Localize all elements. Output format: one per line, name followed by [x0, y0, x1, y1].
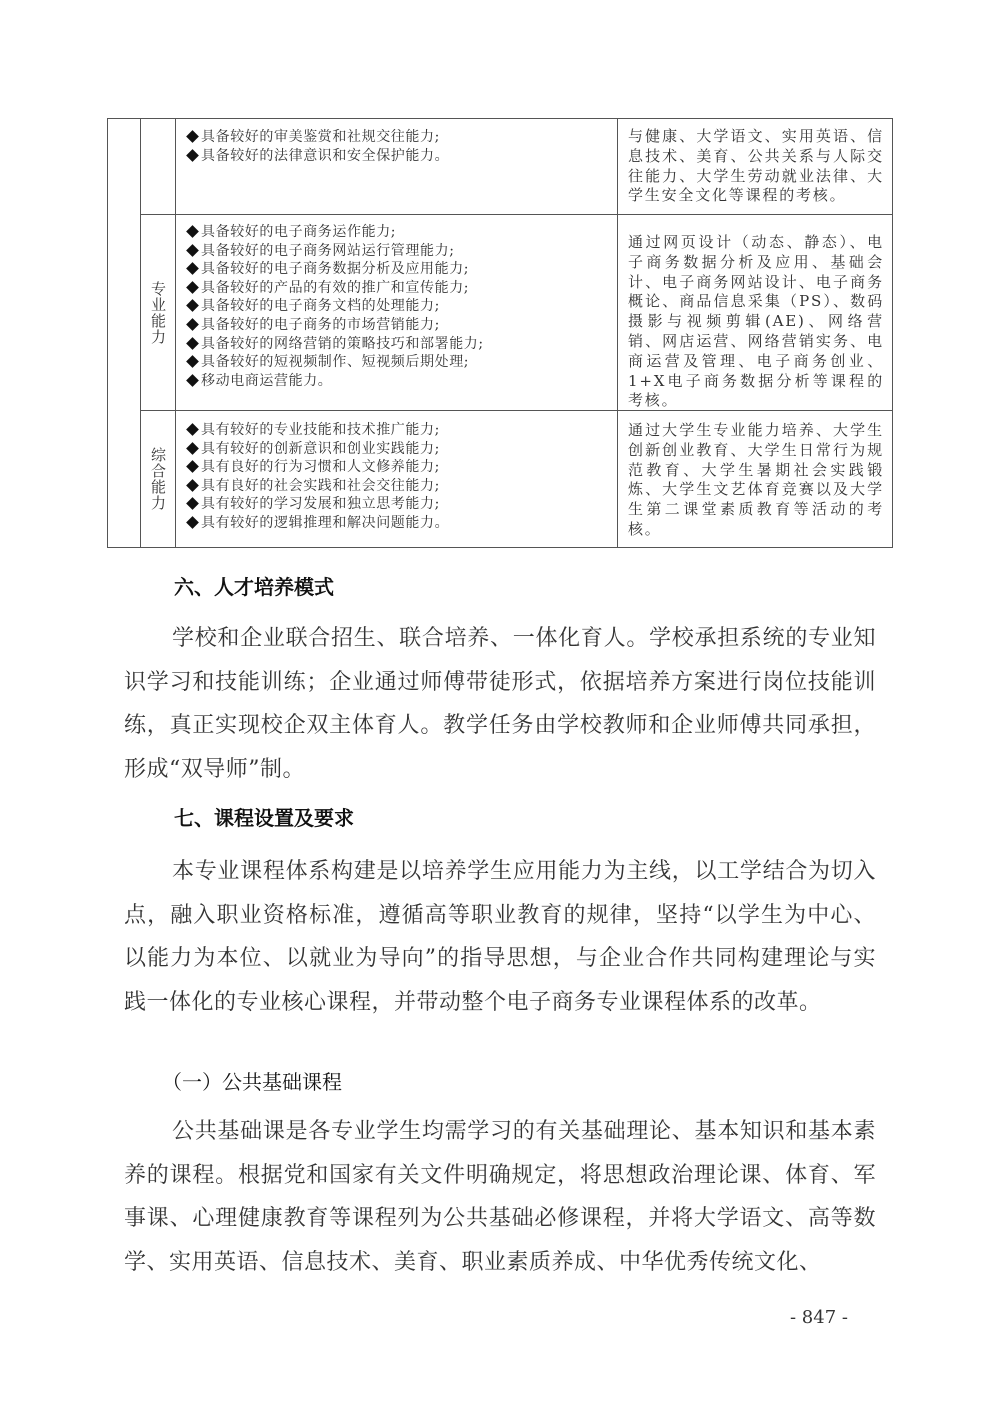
diamond-bullet-icon: [186, 460, 199, 473]
ability-items-cell: [176, 215, 618, 410]
section-paragraph: 学校和企业联合招生、联合培养、一体化育人。学校承担系统的专业知识学习和技能训练；企业通过师傅带徒形式，依据培养方案进行岗位技能训练，真正实现校企双主体育人。教学任务由学校教师和企业师傅共同承担，形成“双导师”制。: [124, 626, 876, 782]
category-cell: [141, 411, 176, 547]
ability-item: [186, 223, 617, 242]
assessment-cell: 通过网页设计（动态、静态）、电子商务数据分析及应用、基础会计、电子商务网站设计、电子商务概论、商品信息采集（PS）、数码摄影与视频剪辑(AE)、网络营销、网店运营、网络营销实务、电商运营及管理、电子商务创业、1+X电子商务数据分析等课程的考核。: [628, 233, 884, 410]
diamond-bullet-icon: [186, 374, 199, 387]
diamond-bullet-icon: [186, 318, 199, 331]
ability-item-text: 具备较好的短视频制作、短视频后期处理;: [201, 354, 470, 371]
table-row: [141, 215, 892, 411]
diamond-bullet-icon: [186, 355, 199, 368]
table-row: [141, 411, 892, 547]
ability-item-text: 具备较好的法律意识和安全保护能力。: [201, 147, 450, 164]
section-paragraph: 公共基础课是各专业学生均需学习的有关基础理论、基本知识和基本素养的课程。根据党和国家有关文件明确规定，将思想政治理论课、体育、军事课、心理健康教育等课程列为公共基础必修课程，并将大学语文、高等数学、实用英语、信息技术、美育、职业素质养成、中华优秀传统文化、: [124, 1119, 876, 1275]
diamond-bullet-icon: [186, 337, 199, 350]
table-row: [141, 119, 892, 215]
ability-item: [186, 495, 617, 514]
subsection-heading: （一）公共基础课程: [162, 1070, 342, 1094]
ability-item-text: 具有良好的社会实践和社会交往能力;: [201, 477, 440, 494]
ability-item-text: 具有较好的学习发展和独立思考能力;: [201, 496, 440, 513]
assessment-cell: 通过大学生专业能力培养、大学生创新创业教育、大学生日常行为规范教育、大学生暑期社会实践锻炼、大学生文艺体育竞赛以及大学生第二课堂素质教育等活动的考核。: [628, 421, 884, 538]
diamond-bullet-icon: [186, 442, 199, 455]
ability-item-text: 移动电商运营能力。: [201, 372, 333, 389]
ability-item: [186, 514, 617, 533]
ability-item: [186, 440, 617, 459]
ability-item-text: 具备较好的审美鉴赏和社规交往能力;: [201, 129, 440, 145]
ability-item: [186, 316, 617, 335]
ability-table: [107, 118, 893, 548]
table-outer-column: [108, 119, 141, 547]
diamond-bullet-icon: [186, 262, 199, 275]
ability-item-text: 具备较好的产品的有效的推广和宣传能力;: [201, 279, 470, 296]
ability-item: [186, 458, 617, 477]
ability-item-text: 具有良好的行为习惯和人文修养能力;: [201, 459, 440, 476]
diamond-bullet-icon: [186, 130, 199, 143]
category-cell: [141, 215, 176, 410]
ability-item: [186, 477, 617, 496]
ability-item: [186, 242, 617, 261]
category-label: 综合能力: [149, 447, 167, 511]
section-heading: 六、人才培养模式: [174, 575, 334, 599]
category-cell: [141, 119, 176, 214]
ability-item: [186, 279, 617, 298]
ability-item-text: 具有较好的创新意识和创业实践能力;: [201, 440, 440, 457]
ability-item-text: 具有较好的逻辑推理和解决问题能力。: [201, 514, 450, 531]
diamond-bullet-icon: [186, 423, 199, 436]
diamond-bullet-icon: [186, 244, 199, 257]
ability-item: [186, 335, 617, 354]
ability-item-text: 具备较好的网络营销的策略技巧和部署能力;: [201, 335, 484, 352]
ability-items-cell: [176, 119, 618, 214]
ability-item-text: 具备较好的电子商务文档的处理能力;: [201, 298, 440, 315]
ability-item-text: 具备较好的电子商务数据分析及应用能力;: [201, 261, 470, 278]
ability-item-text: 具备较好的电子商务的市场营销能力;: [201, 316, 440, 333]
diamond-bullet-icon: [186, 479, 199, 492]
diamond-bullet-icon: [186, 149, 199, 162]
ability-item: [186, 128, 617, 147]
diamond-bullet-icon: [186, 225, 199, 238]
ability-item: [186, 372, 617, 391]
ability-item: [186, 147, 617, 166]
category-label: 专业能力: [149, 280, 167, 345]
ability-item: [186, 297, 617, 316]
ability-item-text: 具备较好的电子商务运作能力;: [201, 224, 397, 240]
ability-item: [186, 421, 617, 440]
ability-item-text: 具备较好的电子商务网站运行管理能力;: [201, 242, 455, 259]
section-heading: 七、课程设置及要求: [174, 806, 354, 830]
ability-item: [186, 260, 617, 279]
ability-item-text: 具有较好的专业技能和技术推广能力;: [201, 422, 440, 438]
section-paragraph: 本专业课程体系构建是以培养学生应用能力为主线，以工学结合为切入点，融入职业资格标准，遵循高等职业教育的规律，坚持“以学生为中心、以能力为本位、以就业为导向”的指导思想，与企业合作共同构建理论与实践一体化的专业核心课程，并带动整个电子商务专业课程体系的改革。: [124, 859, 876, 1015]
diamond-bullet-icon: [186, 300, 199, 313]
ability-item: [186, 353, 617, 372]
diamond-bullet-icon: [186, 498, 199, 511]
diamond-bullet-icon: [186, 281, 199, 294]
ability-items-cell: [176, 411, 618, 547]
page-number: - 847 -: [790, 1307, 848, 1328]
assessment-cell: 与健康、大学语文、实用英语、信息技术、美育、公共关系与人际交往能力、大学生劳动就业法律、大学生安全文化等课程的考核。: [628, 127, 884, 205]
diamond-bullet-icon: [186, 516, 199, 529]
